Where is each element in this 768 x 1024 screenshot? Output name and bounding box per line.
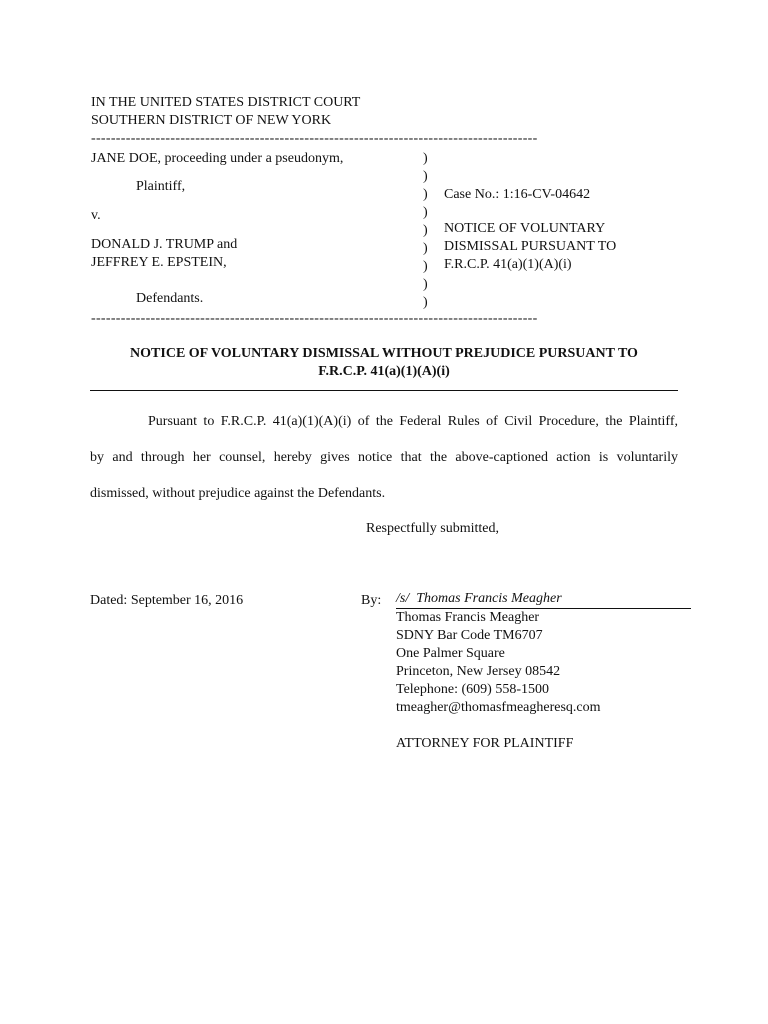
paren: ) [423, 295, 428, 310]
attorney-name: Thomas Francis Meagher [396, 610, 540, 625]
signature-mark: /s/ [396, 591, 410, 606]
caption-parentheses [423, 150, 428, 312]
caption-right [444, 186, 616, 274]
paren: ) [423, 241, 428, 256]
court-line-1: IN THE UNITED STATES DISTRICT COURT [91, 95, 361, 110]
by-label: By: [361, 593, 382, 608]
dated: Dated: September 16, 2016 [90, 593, 244, 608]
defendant-1: DONALD J. TRUMP and [91, 237, 238, 252]
body-line-2: by and through her counsel, hereby gives notice that the above-captioned action is voluntarily [90, 450, 678, 465]
court-heading [91, 94, 360, 130]
attorney-block [396, 609, 601, 753]
body-line-1 [90, 413, 678, 431]
paren: ) [423, 205, 428, 220]
case-number: Case No.: 1:16-CV-04642 [444, 187, 591, 202]
versus: v. [91, 208, 101, 223]
signature-name: Thomas Francis Meagher [416, 591, 562, 606]
title-line-2: F.R.C.P. 41(a)(1)(A)(i) [318, 364, 450, 379]
attorney-bar-code: SDNY Bar Code TM6707 [396, 628, 543, 643]
defendants-label: Defendants. [136, 291, 204, 306]
body-line-3: dismissed, without prejudice against the Defendants. [90, 486, 386, 501]
attorney-telephone: Telephone: (609) 558-1500 [396, 682, 549, 697]
body-text-1: Pursuant to F.R.C.P. 41(a)(1)(A)(i) of the Federal Rules of Civil Procedure, the Plaintiff, [148, 414, 678, 429]
paren: ) [423, 187, 428, 202]
notice-caption-line-3: F.R.C.P. 41(a)(1)(A)(i) [444, 257, 572, 272]
paren: ) [423, 277, 428, 292]
closing: Respectfully submitted, [366, 521, 499, 536]
notice-caption-line-1: NOTICE OF VOLUNTARY [444, 221, 606, 236]
paren: ) [423, 223, 428, 238]
paren: ) [423, 169, 428, 184]
court-line-2: SOUTHERN DISTRICT OF NEW YORK [91, 113, 332, 128]
document-title [90, 345, 678, 381]
attorney-email: tmeagher@thomasfmeagheresq.com [396, 700, 601, 715]
attorney-address-2: Princeton, New Jersey 08542 [396, 664, 561, 679]
title-rule [90, 390, 678, 391]
notice-caption-line-2: DISMISSAL PURSUANT TO [444, 239, 617, 254]
attorney-address-1: One Palmer Square [396, 646, 505, 661]
caption-top-separator: ------------------------------------------------------------------------------------------ [91, 131, 538, 146]
title-line-1: NOTICE OF VOLUNTARY DISMISSAL WITHOUT PREJUDICE PURSUANT TO [130, 346, 638, 361]
attorney-role: ATTORNEY FOR PLAINTIFF [396, 736, 574, 751]
defendant-2: JEFFREY E. EPSTEIN, [91, 255, 227, 270]
paren: ) [423, 259, 428, 274]
signature [396, 590, 562, 608]
plaintiff-name: JANE DOE, proceeding under a pseudonym, [91, 151, 344, 166]
paren: ) [423, 151, 428, 166]
caption-bottom-separator: ------------------------------------------------------------------------------------------ [91, 311, 538, 326]
plaintiff-label: Plaintiff, [136, 179, 186, 194]
